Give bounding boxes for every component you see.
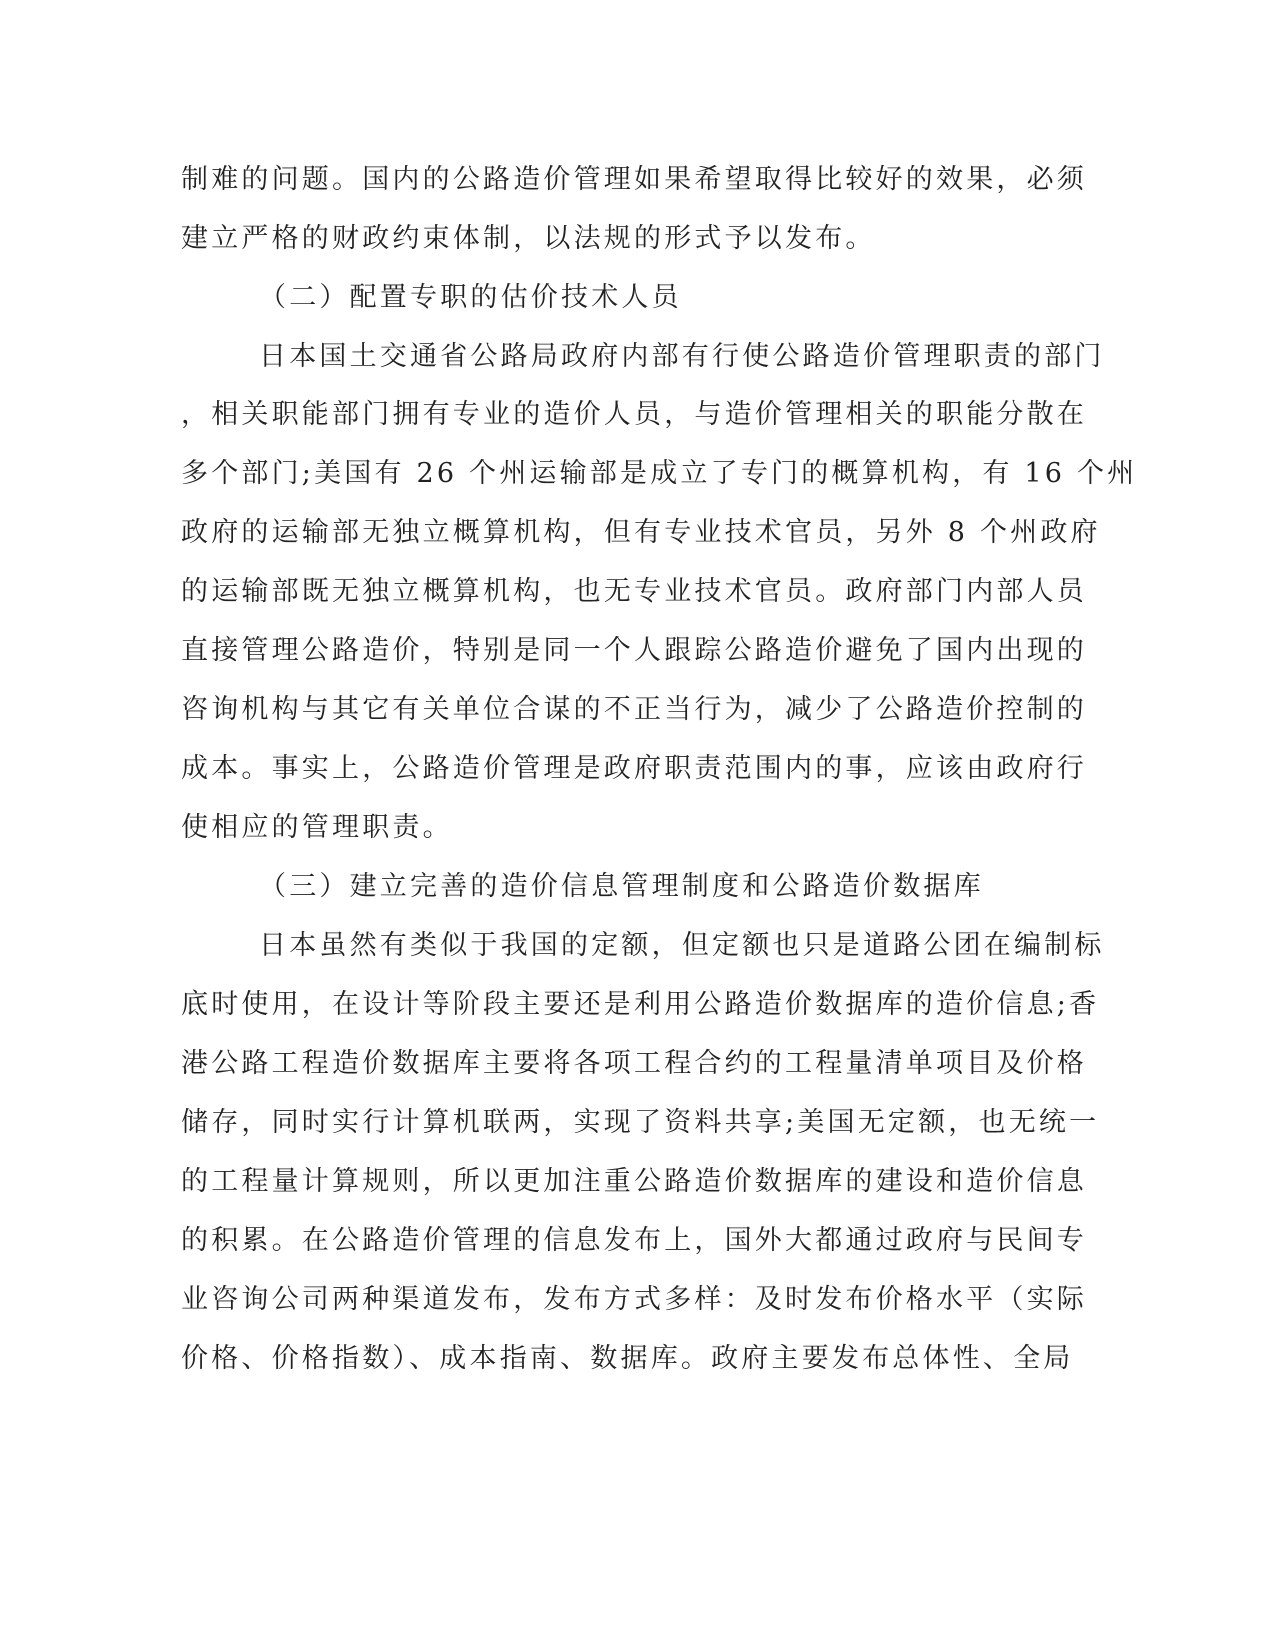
paragraph-line: 使相应的管理职责。 [181, 812, 453, 843]
paragraph-line: 咨询机构与其它有关单位合谋的不正当行为，减少了公路造价控制的 [181, 694, 1087, 725]
paragraph-line: 制难的问题。国内的公路造价管理如果希望取得比较好的效果，必须 [181, 164, 1087, 195]
paragraph-line: 建立严格的财政约束体制，以法规的形式予以发布。 [181, 223, 876, 254]
section-heading: （三）建立完善的造价信息管理制度和公路造价数据库 [259, 871, 984, 902]
paragraph-line: ，相关职能部门拥有专业的造价人员，与造价管理相关的职能分散在 [181, 399, 1087, 430]
paragraph-line: 底时使用，在设计等阶段主要还是利用公路造价数据库的造价信息;香 [181, 989, 1100, 1020]
paragraph-line: 政府的运输部无独立概算机构，但有专业技术官员，另外 8 个州政府 [181, 517, 1101, 548]
paragraph-line: 直接管理公路造价，特别是同一个人跟踪公路造价避免了国内出现的 [181, 635, 1087, 666]
paragraph-line: 的运输部既无独立概算机构，也无专业技术官员。政府部门内部人员 [181, 576, 1087, 607]
paragraph-line: 港公路工程造价数据库主要将各项工程合约的工程量清单项目及价格 [181, 1048, 1087, 1079]
paragraph-line: 的积累。在公路造价管理的信息发布上，国外大都通过政府与民间专 [181, 1225, 1087, 1256]
paragraph-line: 储存，同时实行计算机联两，实现了资料共享;美国无定额，也无统一 [181, 1107, 1100, 1138]
paragraph-line: 业咨询公司两种渠道发布，发布方式多样：及时发布价格水平（实际 [181, 1284, 1087, 1315]
paragraph-line: 日本国土交通省公路局政府内部有行使公路造价管理职责的部门 [259, 341, 1105, 372]
paragraph-line: 成本。事实上，公路造价管理是政府职责范围内的事，应该由政府行 [181, 753, 1087, 784]
paragraph-line: 日本虽然有类似于我国的定额，但定额也只是道路公团在编制标 [259, 930, 1105, 961]
paragraph-line: 多个部门;美国有 26 个州运输部是成立了专门的概算机构，有 16 个州 [181, 458, 1138, 489]
paragraph-line: 的工程量计算规则，所以更加注重公路造价数据库的建设和造价信息 [181, 1166, 1087, 1197]
paragraph-line: 价格、价格指数）、成本指南、数据库。政府主要发布总体性、全局 [181, 1343, 1074, 1374]
section-heading: （二）配置专职的估价技术人员 [259, 282, 682, 313]
